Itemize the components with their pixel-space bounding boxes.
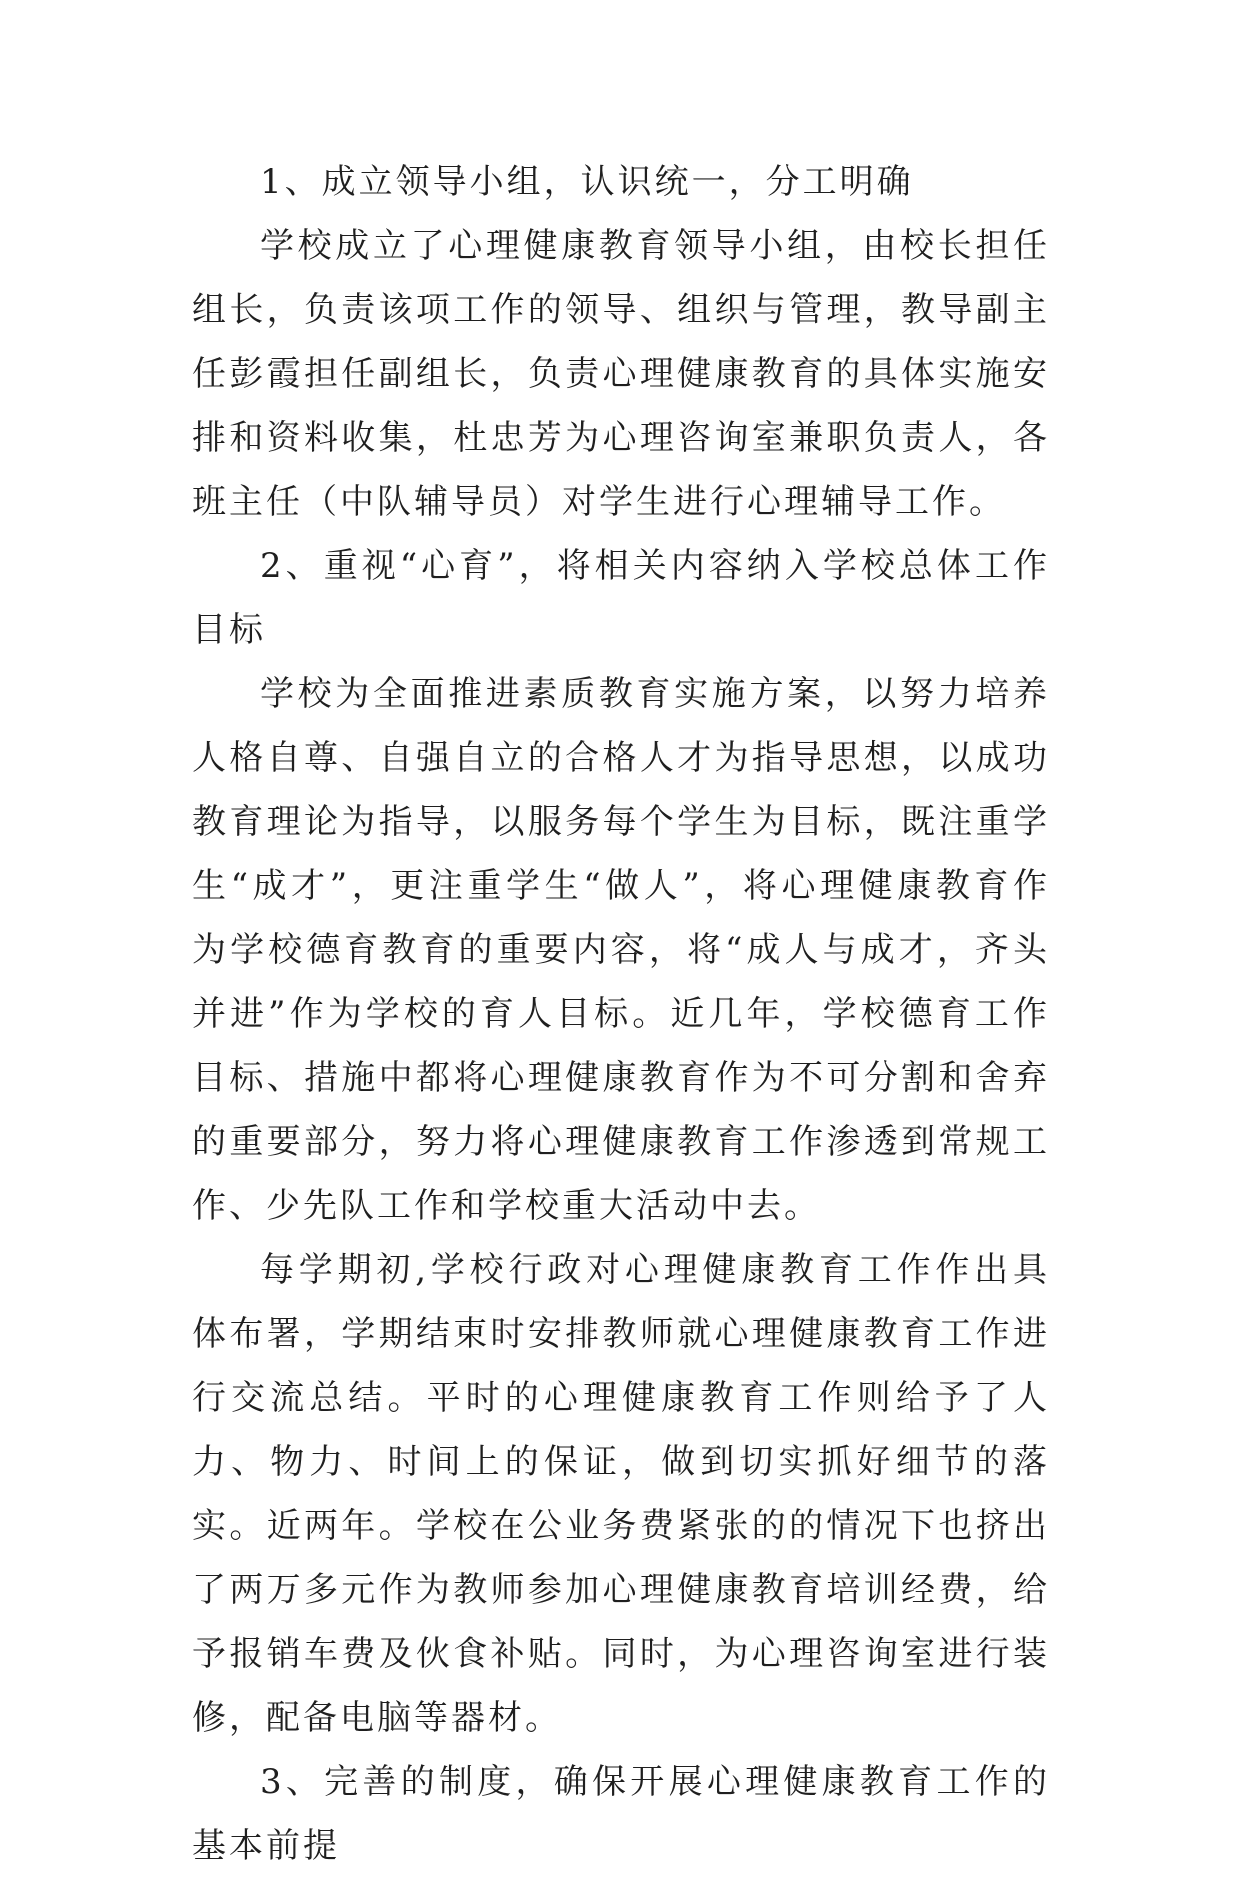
document-body: [192, 150, 1050, 1878]
paragraph-semester: 每学期初,学校行政对心理健康教育工作作出具体布署，学期结束时安排教师就心理健康教育工作进行交流总结。平时的心理健康教育工作则给予了人力、物力、时间上的保证，做到切实抓好细节的落实。近两年。学校在公业务费紧张的的情况下也挤出了两万多元作为教师参加心理健康教育培训经费，给予报销车费及伙食补贴。同时，为心理咨询室进行装修，配备电脑等器材。: [192, 1250, 1050, 1738]
paragraph-goals: 学校为全面推进素质教育实施方案，以努力培养人格自尊、自强自立的合格人才为指导思想，以成功教育理论为指导，以服务每个学生为目标，既注重学生“成才”，更注重学生“做人”，将心理健康教育作为学校德育教育的重要内容，将“成人与成才，齐头并进”作为学校的育人目标。近几年，学校德育工作目标、措施中都将心理健康教育作为不可分割和舍弃的重要部分，努力将心理健康教育工作渗透到常规工作、少先队工作和学校重大活动中去。: [192, 674, 1050, 1226]
heading-2: 2、重视“心育”，将相关内容纳入学校总体工作目标: [192, 546, 1050, 650]
heading-1: 1、成立领导小组，认识统一，分工明确: [260, 162, 914, 202]
paragraph-leadership: 学校成立了心理健康教育领导小组，由校长担任组长，负责该项工作的领导、组织与管理，教导副主任彭霞担任副组长，负责心理健康教育的具体实施安排和资料收集，杜忠芳为心理咨询室兼职负责人，各班主任（中队辅导员）对学生进行心理辅导工作。: [192, 226, 1050, 522]
heading-3: 3、完善的制度，确保开展心理健康教育工作的基本前提: [192, 1762, 1050, 1866]
